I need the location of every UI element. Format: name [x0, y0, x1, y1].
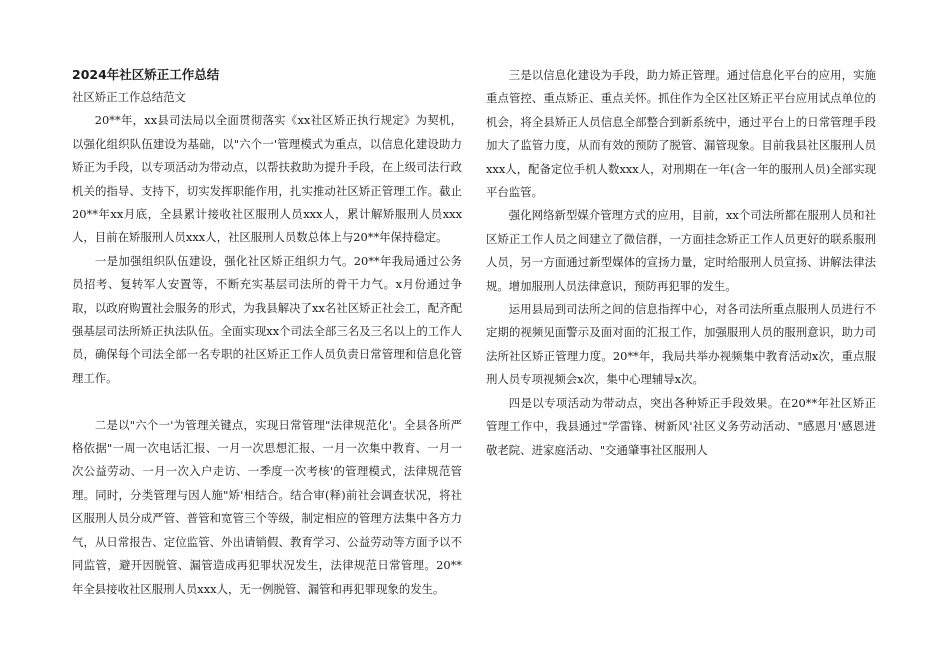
paragraph-intro: 20**年，xx县司法局以全面贯彻落实《xx社区矫正执行规定》为契机，以强化组织队伍建设为基础，以"六个一'管理模式为重点，以信息化建设助力矫正为手段，以专项活动为带动点，以帮扶救助为提升手段，在上级司法行政机关的指导、支持下，切实发挥职能作用，扎实推动社区矫正管理工作。截止20**年xx月底，全县累计接收社区服刑人员xxx人，累计解矫服刑人员xxx人，目前在矫服刑人员xxx人，社区服刑人员数总体上与20**年保持稳定。: [72, 113, 462, 245]
document-subtitle: 社区矫正工作总结范文: [72, 90, 186, 104]
paragraph-organization: 一是加强组织队伍建设，强化社区矫正组织力气。20**年我局通过公务员招考、复转军人安置等，不断充实基层司法所的骨干力气。x月份通过争取，以政府购置社会服务的形式，为我县解决了xx名社区矫正社会工，配齐配强基层司法所矫正执法队伍。全面实现xx个司法全部三名及三名以上的工作人员，确保每个司法全部一名专职的社区矫正工作人员负责日常管理和信息化管理工作。: [72, 253, 462, 385]
paragraph-daily-management: 二是以"六个一'为管理关键点，实现日常管理"法律规范化'。全县各所严格依据"一周一次电话汇报、一月一次思想汇报、一月一次集中教育、一月一次公益劳动、一月一次入户走访、一季度一次考核'的管理模式，法律规范管理。同时，分类管理与因人施"矫'相结合。结合审(释)前社会调查状况，将社区服刑人员分成严管、普管和宽管三个等级，制定相应的管理方法集中各方力气，从日常报告、定位监管、外出请销假、教育学习、公益劳动等方面予以不同监管，避开因脱管、漏管造成再犯罪状况发生，法律规范日常管理。20**年全县接收社区服刑人员xxx人，无一例脱管、漏管和再犯罪现象的发生。: [72, 417, 462, 596]
left-column: [72, 64, 462, 601]
paragraph-video-command: 运用县局到司法所之间的信息指挥中心，对各司法所重点服刑人员进行不定期的视频见面警示及面对面的汇报工作，加强服刑人员的服刑意识，助力司法所社区矫正管理力度。20**年，我局共举办视频集中教育活动x次，重点服刑人员专项视频会x次，集中心理辅导x次。: [486, 302, 876, 387]
document-title: 2024年社区矫正工作总结: [72, 67, 220, 82]
right-column: [486, 64, 876, 462]
paragraph-new-media: 强化网络新型媒介管理方式的应用，目前，xx个司法所都在服刑人员和社区矫正工作人员之间建立了微信群，一方面挂念矫正工作人员更好的联系服刑人员，另一方面通过新型媒体的宣扬力量，定时给服刑人员宣扬、讲解法律法规。增加服刑人员法律意识，预防再犯罪的发生。: [486, 208, 876, 293]
paragraph-spacer: [72, 390, 462, 413]
paragraph-special-activities: 四是以专项活动为带动点，突出各种矫正手段效果。在20**年社区矫正管理工作中，我县通过"学雷锋、树新风'社区义务劳动活动、"感恩月'感恩进敬老院、进家庭活动、"交通肇事社区服刑人: [486, 395, 876, 457]
paragraph-informatization: 三是以信息化建设为手段，助力矫正管理。通过信息化平台的应用，实施重点管控、重点矫正、重点关怀。抓住作为全区社区矫正平台应用试点单位的机会，将全县矫正人员信息全部整合到新系统中，通过平台上的日常管理手段加大了监管力度，从而有效的预防了脱管、漏管现象。目前我县社区服刑人员xxx人，配备定位手机人数xxx人，对刑期在一年(含一年的服刑人员)全部实现平台监管。: [486, 68, 876, 200]
